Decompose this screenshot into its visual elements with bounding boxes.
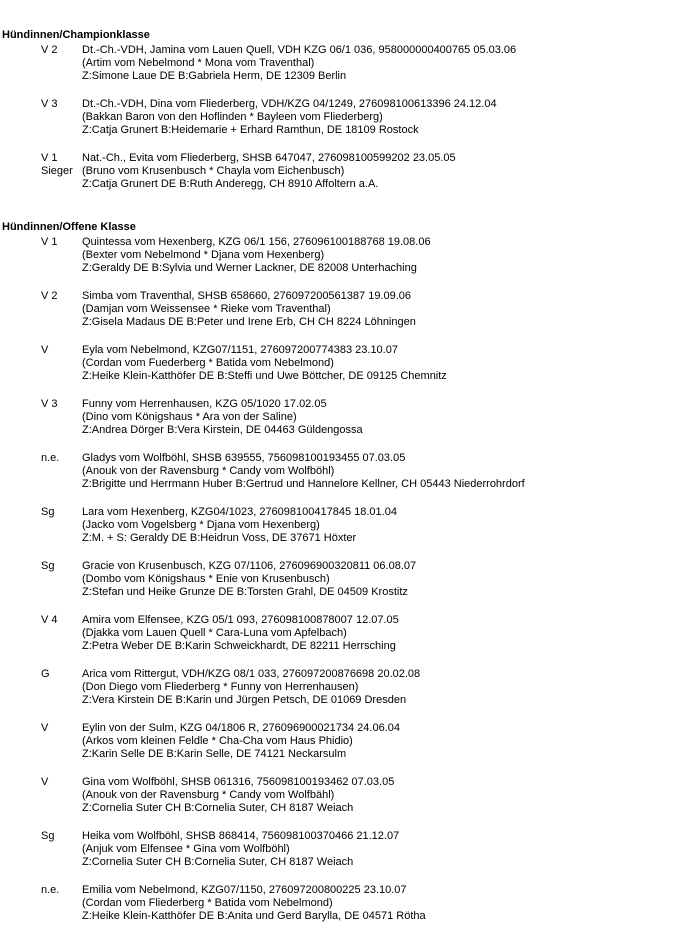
dog-entry: [0, 98, 700, 137]
grade-label: Sg: [41, 560, 55, 572]
grade-column: [0, 776, 82, 815]
dog-name-line: Dt.-Ch.-VDH, Jamina vom Lauen Quell, VDH KZG 06/1 036, 958000000400765 05.03.06: [82, 44, 517, 56]
entry-details: [82, 722, 700, 761]
dog-name-line: Arica vom Rittergut, VDH/KZG 08/1 033, 276097200876698 20.02.08: [82, 668, 421, 680]
grade-column: [0, 614, 82, 653]
dog-entry: [0, 722, 700, 761]
breeder-owner-line: Z:Vera Kirstein DE B:Karin und Jürgen Petsch, DE 01069 Dresden: [82, 694, 407, 706]
grade-column: [0, 668, 82, 707]
entry-details: [82, 398, 700, 437]
parents-line: (Anouk von der Ravensburg * Candy vom Wolfböhl): [82, 465, 335, 477]
parents-line: (Bakkan Baron von den Hoflinden * Bayleen vom Fliederberg): [82, 111, 383, 123]
dog-name-line: Amira vom Elfensee, KZG 05/1 093, 276098100878007 12.07.05: [82, 614, 399, 626]
dog-name-line: Eyla vom Nebelmond, KZG07/1151, 276097200774383 23.10.07: [82, 344, 398, 356]
grade-label: G: [41, 668, 50, 680]
parents-line: (Damjan vom Weissensee * Rieke vom Traventhal): [82, 303, 331, 315]
grade-label: V 3: [41, 98, 58, 110]
parents-line: (Djakka vom Lauen Quell * Cara-Luna vom Apfelbach): [82, 627, 347, 639]
grade-label: V 4: [41, 614, 58, 626]
breeder-owner-line: Z:Stefan und Heike Grunze DE B:Torsten Grahl, DE 04509 Krostitz: [82, 586, 408, 598]
entry-details: [82, 830, 700, 869]
breeder-owner-line: Z:Geraldy DE B:Sylvia und Werner Lackner, DE 82008 Unterhaching: [82, 262, 417, 274]
parents-line: (Artim vom Nebelmond * Mona vom Traventhal): [82, 57, 315, 69]
grade-column: [0, 506, 82, 545]
dog-entry: [0, 614, 700, 653]
grade-column: [0, 290, 82, 329]
grade-column: [0, 44, 82, 83]
parents-line: (Bexter vom Nebelmond * Djana vom Hexenberg): [82, 249, 325, 261]
dog-entry: [0, 884, 700, 923]
dog-entry: [0, 290, 700, 329]
dog-name-line: Heika vom Wolfböhl, SHSB 868414, 756098100370466 21.12.07: [82, 830, 400, 842]
dog-entry: [0, 44, 700, 83]
dog-name-line: Emilia vom Nebelmond, KZG07/1150, 276097200800225 23.10.07: [82, 884, 407, 896]
grade-label: V 3: [41, 398, 58, 410]
grade-label: Sg: [41, 506, 55, 518]
grade-label: V: [41, 722, 49, 734]
entry-details: [82, 776, 700, 815]
dog-name-line: Funny vom Herrenhausen, KZG 05/1020 17.02.05: [82, 398, 327, 410]
dog-entry: [0, 452, 700, 491]
breeder-owner-line: Z:Brigitte und Herrmann Huber B:Gertrud und Hannelore Kellner, CH 05443 Niederrohrdorf: [82, 478, 525, 490]
dog-entry: [0, 236, 700, 275]
grade-label: V 2: [41, 290, 58, 302]
parents-line: (Dino vom Königshaus * Ara von der Saline): [82, 411, 297, 423]
dog-entry: [0, 506, 700, 545]
grade-label: n.e.: [41, 884, 60, 896]
breeder-owner-line: Z:Simone Laue DE B:Gabriela Herm, DE 12309 Berlin: [82, 70, 347, 82]
dog-name-line: Gina vom Wolfböhl, SHSB 061316, 756098100193462 07.03.05: [82, 776, 395, 788]
section-title: Hündinnen/Offene Klasse: [2, 221, 136, 233]
entry-details: [82, 44, 700, 83]
grade-label: V 2: [41, 44, 58, 56]
breeder-owner-line: Z:Andrea Dörger B:Vera Kirstein, DE 04463 Güldengossa: [82, 424, 363, 436]
grade-column: [0, 152, 82, 191]
entry-details: [82, 98, 700, 137]
dog-name-line: Lara vom Hexenberg, KZG04/1023, 276098100417845 18.01.04: [82, 506, 397, 518]
entry-details: [82, 506, 700, 545]
dog-name-line: Nat.-Ch., Evita vom Fliederberg, SHSB 647047, 276098100599202 23.05.05: [82, 152, 456, 164]
grade-label: Sg: [41, 830, 55, 842]
breeder-owner-line: Z:Cornelia Suter CH B:Cornelia Suter, CH 8187 Weiach: [82, 802, 354, 814]
parents-line: (Dombo vom Königshaus * Enie von Krusenbusch): [82, 573, 330, 585]
parents-line: (Arkos vom kleinen Feldle * Cha-Cha vom Haus Phidio): [82, 735, 353, 747]
class-section: [0, 29, 700, 191]
entry-details: [82, 344, 700, 383]
breeder-owner-line: Z:Catja Grunert B:Heidemarie + Erhard Ramthun, DE 18109 Rostock: [82, 124, 419, 136]
entry-details: [82, 560, 700, 599]
breeder-owner-line: Z:Heike Klein-Katthöfer DE B:Anita und Gerd Barylla, DE 04571 Rötha: [82, 910, 426, 922]
dog-entry: [0, 344, 700, 383]
dog-name-line: Gracie von Krusenbusch, KZG 07/1106, 276096900320811 06.08.07: [82, 560, 417, 572]
results-document: [0, 29, 700, 923]
parents-line: (Anjuk vom Elfensee * Gina vom Wolfböhl): [82, 843, 290, 855]
breeder-owner-line: Z:Catja Grunert DE B:Ruth Anderegg, CH 8910 Affoltern a.A.: [82, 178, 379, 190]
grade-column: [0, 98, 82, 137]
grade-column: [0, 452, 82, 491]
entry-details: [82, 668, 700, 707]
dog-name-line: Dt.-Ch.-VDH, Dina vom Fliederberg, VDH/KZG 04/1249, 276098100613396 24.12.04: [82, 98, 497, 110]
grade-label: V 1: [41, 236, 58, 248]
grade-column: [0, 830, 82, 869]
entry-details: [82, 236, 700, 275]
grade-column: [0, 398, 82, 437]
award-label: Sieger: [41, 165, 73, 177]
breeder-owner-line: Z:Karin Selle DE B:Karin Selle, DE 74121 Neckarsulm: [82, 748, 347, 760]
entry-details: [82, 290, 700, 329]
parents-line: (Cordan vom Fuederberg * Batida vom Nebelmond): [82, 357, 334, 369]
breeder-owner-line: Z:Petra Weber DE B:Karin Schweickhardt, DE 82211 Herrsching: [82, 640, 396, 652]
breeder-owner-line: Z:Cornelia Suter CH B:Cornelia Suter, CH 8187 Weiach: [82, 856, 354, 868]
breeder-owner-line: Z:Gisela Madaus DE B:Peter und Irene Erb, CH CH 8224 Löhningen: [82, 316, 416, 328]
grade-column: [0, 884, 82, 923]
grade-label: V: [41, 344, 49, 356]
dog-entry: [0, 560, 700, 599]
grade-column: [0, 560, 82, 599]
entry-details: [82, 614, 700, 653]
grade-label: n.e.: [41, 452, 60, 464]
breeder-owner-line: Z:Heike Klein-Katthöfer DE B:Steffi und Uwe Böttcher, DE 09125 Chemnitz: [82, 370, 447, 382]
grade-label: V 1: [41, 152, 58, 164]
grade-column: [0, 236, 82, 275]
dog-entry: [0, 668, 700, 707]
class-section: [0, 221, 700, 923]
grade-column: [0, 344, 82, 383]
entry-details: [82, 884, 700, 923]
dog-entry: [0, 776, 700, 815]
parents-line: (Bruno vom Krusenbusch * Chayla vom Eichenbusch): [82, 165, 345, 177]
breeder-owner-line: Z:M. + S: Geraldy DE B:Heidrun Voss, DE 37671 Höxter: [82, 532, 357, 544]
dog-entry: [0, 398, 700, 437]
dog-name-line: Gladys vom Wolfböhl, SHSB 639555, 756098100193455 07.03.05: [82, 452, 406, 464]
section-title: Hündinnen/Championklasse: [2, 29, 150, 41]
grade-label: V: [41, 776, 49, 788]
dog-entry: [0, 152, 700, 191]
parents-line: (Don Diego vom Fliederberg * Funny von Herrenhausen): [82, 681, 359, 693]
dog-entry: [0, 830, 700, 869]
parents-line: (Cordan vom Fliederberg * Batida vom Nebelmond): [82, 897, 333, 909]
dog-name-line: Quintessa vom Hexenberg, KZG 06/1 156, 276096100188768 19.08.06: [82, 236, 431, 248]
parents-line: (Anouk von der Ravensburg * Candy vom Wolfbähl): [82, 789, 335, 801]
entry-details: [82, 152, 700, 191]
dog-name-line: Simba vom Traventhal, SHSB 658660, 276097200561387 19.09.06: [82, 290, 412, 302]
parents-line: (Jacko vom Vogelsberg * Djana vom Hexenberg): [82, 519, 320, 531]
dog-name-line: Eylin von der Sulm, KZG 04/1806 R, 276096900021734 24.06.04: [82, 722, 401, 734]
entry-details: [82, 452, 700, 491]
grade-column: [0, 722, 82, 761]
